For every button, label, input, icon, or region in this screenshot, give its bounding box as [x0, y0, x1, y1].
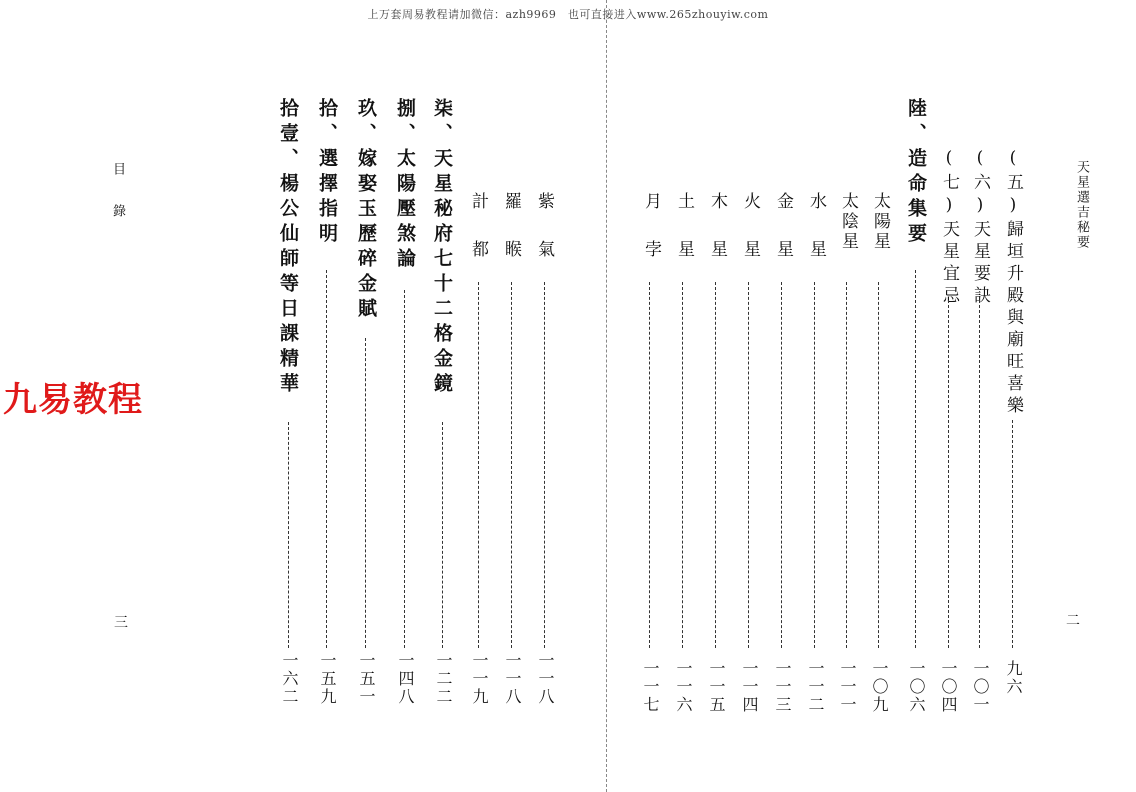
- toc-leader: [288, 422, 289, 648]
- toc-leader: [878, 282, 879, 648]
- toc-subentry-title: 計 都: [468, 192, 488, 264]
- toc-entry-title: (七)天星宜忌: [939, 148, 959, 308]
- toc-entry-page: 一二二: [434, 652, 453, 706]
- toc-leader: [814, 282, 815, 648]
- toc-leader: [404, 290, 405, 648]
- toc-leader: [544, 282, 545, 648]
- toc-leader: [682, 282, 683, 648]
- toc-entry-page: 一〇一: [971, 660, 990, 714]
- toc-leader: [478, 282, 479, 648]
- toc-subentry-page: 一一八: [503, 652, 522, 706]
- toc-leader: [1012, 420, 1013, 648]
- toc-leader: [781, 282, 782, 648]
- toc-entry-title: (六)天星要訣: [970, 148, 990, 308]
- toc-leader: [748, 282, 749, 648]
- toc-entry-page: 一〇四: [939, 660, 958, 714]
- toc-leader: [442, 422, 443, 648]
- toc-entry-page: 九六: [1004, 660, 1023, 696]
- toc-entry-page: 一四八: [396, 652, 415, 706]
- toc-leader: [979, 300, 980, 648]
- left-folio: 三: [114, 615, 128, 631]
- toc-subentry-page: 一一九: [470, 652, 489, 706]
- toc-subentry-page: 一〇九: [870, 660, 889, 714]
- right-folio: 二: [1066, 613, 1080, 629]
- toc-entry-page: 一〇六: [907, 660, 926, 714]
- toc-subentry-title: 土 星: [674, 192, 694, 264]
- toc-leader: [649, 282, 650, 648]
- toc-leader: [915, 270, 916, 648]
- toc-entry-page: 一五九: [318, 652, 337, 706]
- toc-subentry-title: 火 星: [740, 192, 760, 264]
- toc-entry-page: 一六二: [280, 652, 299, 706]
- toc-entry-title: 玖、嫁娶玉歷碎金賦: [355, 98, 377, 323]
- header-banner: 上万套周易教程请加微信：azh9969 也可直接进入www.265zhouyiw.com: [367, 8, 769, 21]
- toc-subentry-page: 一一五: [707, 660, 726, 714]
- toc-entry-title: 柒、天星秘府七十二格金鏡: [431, 98, 453, 398]
- toc-entry-title: 陸、造命集要: [905, 98, 927, 248]
- toc-subentry-title: 月 孛: [641, 192, 661, 264]
- toc-entry-title: 拾、選擇指明: [316, 98, 338, 248]
- toc-subentry-page: 一一四: [740, 660, 759, 714]
- page-gutter: [606, 0, 607, 792]
- toc-subentry-page: 一一二: [806, 660, 825, 714]
- toc-subentry-title: 太陰星: [838, 192, 858, 252]
- toc-entry-title: 捌、太陽壓煞論: [394, 98, 416, 273]
- toc-subentry-title: 金 星: [773, 192, 793, 264]
- toc-entry-title: 拾壹、楊公仙師等日課精華: [277, 98, 299, 398]
- toc-subentry-page: 一一七: [641, 660, 660, 714]
- toc-subentry-title: 木 星: [707, 192, 727, 264]
- toc-subentry-page: 一一一: [838, 660, 857, 714]
- toc-leader: [326, 270, 327, 648]
- right-running-head: 天星選吉秘要: [1074, 160, 1089, 250]
- toc-entry-title: (五)歸垣升殿與廟旺喜樂: [1003, 148, 1023, 418]
- toc-subentry-title: 水 星: [806, 192, 826, 264]
- toc-subentry-title: 紫 氣: [534, 192, 554, 264]
- watermark-logo: 九易教程: [3, 380, 143, 420]
- left-running-head: 目 錄: [110, 162, 125, 225]
- toc-subentry-page: 一一三: [773, 660, 792, 714]
- toc-leader: [715, 282, 716, 648]
- toc-subentry-page: 一一六: [674, 660, 693, 714]
- toc-subentry-title: 羅 睺: [501, 192, 521, 264]
- toc-entry-page: 一五一: [357, 652, 376, 706]
- toc-subentry-page: 一一八: [536, 652, 555, 706]
- toc-leader: [846, 282, 847, 648]
- toc-leader: [948, 300, 949, 648]
- toc-subentry-title: 太陽星: [870, 192, 890, 252]
- toc-leader: [511, 282, 512, 648]
- toc-leader: [365, 338, 366, 648]
